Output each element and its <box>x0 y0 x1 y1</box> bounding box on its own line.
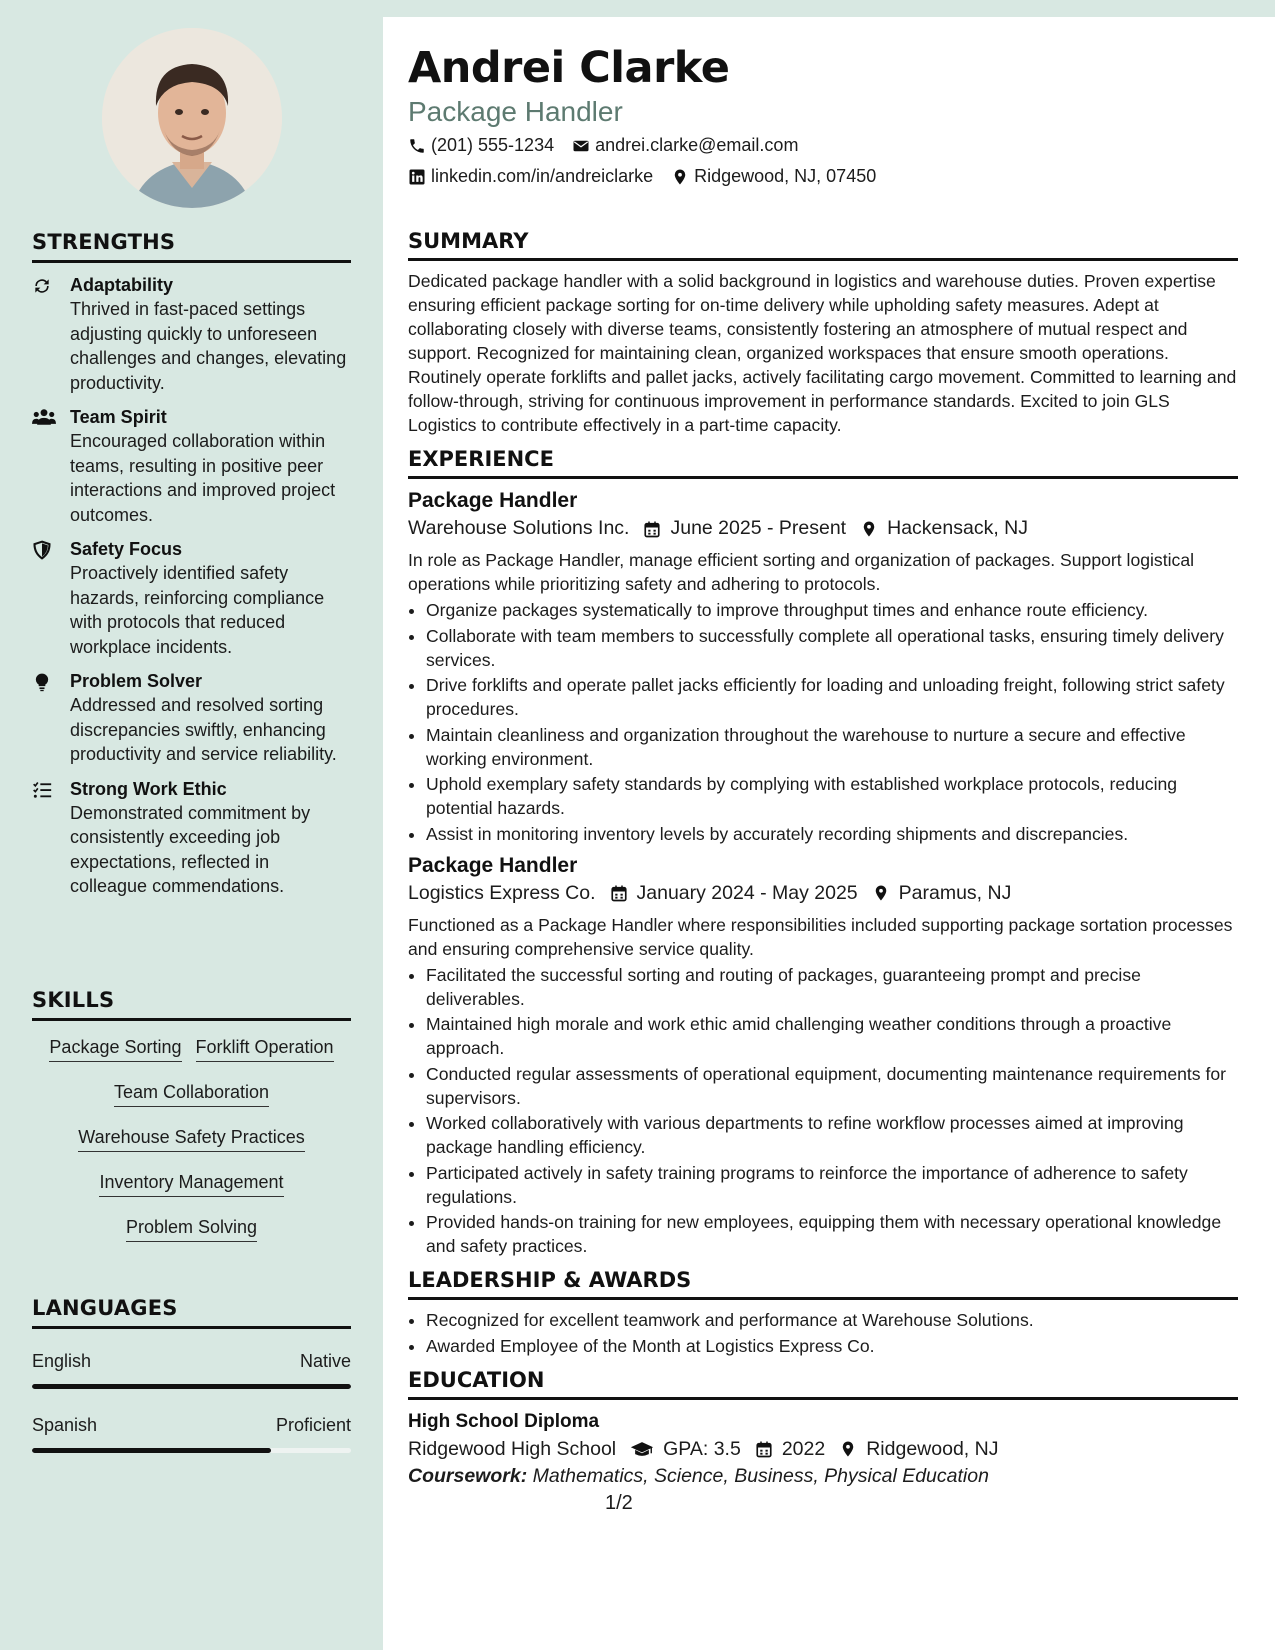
job-role: Package Handler <box>408 853 578 877</box>
shield-icon <box>32 540 54 560</box>
language-item <box>32 1351 351 1389</box>
strength-item <box>32 405 351 527</box>
email-contact[interactable] <box>572 135 798 156</box>
list-item: • Conducted regular assessments of operational equipment, documenting maintenance requirements for supervisors. <box>426 1062 1238 1110</box>
education-heading: EDUCATION <box>408 1368 1238 1400</box>
list-item: • Assist in monitoring inventory levels by accurately recording shipments and discrepancies. <box>426 822 1238 846</box>
strength-desc: Encouraged collaboration within teams, resulting in positive peer interactions and improved project outcomes. <box>70 431 336 525</box>
experience-heading: EXPERIENCE <box>408 447 1238 479</box>
graduation-cap-icon <box>630 1440 654 1458</box>
job-entry <box>408 852 1238 1259</box>
linkedin-text: linkedin.com/in/andreiclarke <box>431 166 654 186</box>
strength-title: Adaptability <box>70 275 174 295</box>
job-role: Package Handler <box>408 489 578 512</box>
company-text: Warehouse Solutions Inc. <box>408 517 630 539</box>
lightbulb-icon <box>32 672 54 692</box>
map-pin-icon <box>860 520 878 538</box>
leadership-section <box>408 1268 1238 1358</box>
main-column <box>383 17 1275 1650</box>
list-item: • Provided hands-on training for new employees, equipping them with necessary operational knowledge and safety practices. <box>426 1210 1238 1258</box>
strength-title: Team Spirit <box>70 407 167 427</box>
job-dates <box>610 882 858 905</box>
skill-tag: Forklift Operation <box>196 1037 334 1062</box>
linkedin-contact[interactable] <box>408 166 653 187</box>
refresh-icon <box>32 276 54 296</box>
skill-tag: Package Sorting <box>49 1037 181 1062</box>
summary-heading: SUMMARY <box>408 229 1238 261</box>
location-contact <box>671 166 876 187</box>
email-text: andrei.clarke@email.com <box>595 135 799 155</box>
strength-title: Strong Work Ethic <box>70 778 227 799</box>
language-bar-fill <box>32 1448 271 1453</box>
strength-item <box>32 669 351 767</box>
language-bar <box>32 1384 351 1389</box>
list-item: • Maintained high morale and work ethic amid challenging weather conditions through a proactive approach. <box>426 1012 1238 1060</box>
languages-section <box>32 1296 351 1453</box>
calendar-icon <box>643 520 661 538</box>
list-item: • Collaborate with team members to successfully complete all operational tasks, ensuring timely delivery services. <box>426 624 1238 672</box>
skills-list <box>32 1037 351 1262</box>
location-text: Ridgewood, NJ, 07450 <box>694 166 877 186</box>
skill-tag: Inventory Management <box>99 1172 283 1197</box>
skill-tag: Team Collaboration <box>114 1082 269 1107</box>
sidebar <box>0 0 383 1650</box>
experience-section <box>408 447 1238 1258</box>
main-content <box>408 229 1238 1488</box>
job-location <box>872 882 1012 905</box>
gpa <box>630 1438 741 1461</box>
strength-item <box>32 777 351 899</box>
location-text: Hackensack, NJ <box>887 517 1028 539</box>
skill-tag: Problem Solving <box>126 1217 257 1242</box>
school-location <box>839 1438 998 1461</box>
summary-text: Dedicated package handler with a solid background in logistics and warehouse duties. Proven expertise ensuring efficient package sorting for on-time delivery while upholding safety measures. Adept at collaborating closely with diverse teams, consistently fostering an atmosphere of mutual respect and support. Recognized for maintaining clean, organized workspaces that ensure smooth operations. Routinely operate forklifts and pallet jacks, actively facilitating cargo movement. Committed to learning and follow-through, striving for continuous improvement in performance standards. Excited to join GLS Logistics to contribute effectively in a part-time capacity. <box>408 271 1237 435</box>
strengths-section <box>32 230 351 899</box>
graduation-year <box>755 1438 825 1461</box>
candidate-title: Package Handler <box>408 96 623 127</box>
job-entry <box>408 487 1238 846</box>
checklist-icon <box>32 780 54 800</box>
list-item: • Maintain cleanliness and organization throughout the warehouse to nurture a secure and effective working environment. <box>426 723 1238 771</box>
phone-text: (201) 555-1234 <box>431 135 555 155</box>
job-dates <box>643 517 846 540</box>
skill-tag: Warehouse Safety Practices <box>78 1127 304 1152</box>
strength-title: Safety Focus <box>70 539 183 559</box>
strength-desc: Demonstrated commitment by consistently exceeding job expectations, reflected in colleague commendations. <box>70 802 311 896</box>
page-number: 1/2 <box>605 1492 633 1514</box>
gpa-text: GPA: 3.5 <box>663 1437 741 1460</box>
calendar-icon <box>610 884 628 902</box>
languages-heading: LANGUAGES <box>32 1296 351 1329</box>
year-text: 2022 <box>781 1437 826 1460</box>
map-pin-icon <box>839 1440 857 1458</box>
strength-desc: Thrived in fast-paced settings adjusting quickly to unforeseen challenges and changes, elevating productivity. <box>70 299 347 393</box>
company-text: Logistics Express Co. <box>408 881 596 904</box>
dates-text: January 2024 - May 2025 <box>636 881 858 904</box>
skills-section <box>32 988 351 1262</box>
job-company <box>408 517 629 540</box>
list-item: • Uphold exemplary safety standards by complying with established workplace protocols, reducing potential hazards. <box>426 772 1238 820</box>
skills-heading: SKILLS <box>32 988 351 1021</box>
leadership-heading: LEADERSHIP & AWARDS <box>408 1268 1238 1300</box>
job-intro: Functioned as a Package Handler where responsibilities included supporting package sortation processes and ensuring comprehensive service quality. <box>408 914 1233 959</box>
job-location <box>860 517 1028 540</box>
list-item: • Awarded Employee of the Month at Logistics Express Co. <box>426 1334 1238 1358</box>
language-item <box>32 1415 351 1453</box>
awards-list <box>408 1308 1238 1358</box>
candidate-name: Andrei Clarke <box>408 43 730 93</box>
summary-section <box>408 229 1238 437</box>
location-text: Ridgewood, NJ <box>866 1437 999 1460</box>
dates-text: June 2025 - Present <box>670 517 847 539</box>
profile-photo <box>102 28 282 208</box>
strength-desc: Proactively identified safety hazards, reinforcing compliance with protocols that reduced workplace incidents. <box>70 563 325 657</box>
degree: High School Diploma <box>408 1410 600 1432</box>
language-bar-fill <box>32 1384 351 1389</box>
strengths-heading: STRENGTHS <box>32 230 351 263</box>
avatar-illustration <box>102 28 282 208</box>
list-item: • Worked collaboratively with various departments to refine workflow processes aimed at improving package handling efficiency. <box>426 1111 1238 1159</box>
list-item: • Organize packages systematically to improve throughput times and enhance route efficiency. <box>426 598 1238 622</box>
list-item: • Drive forklifts and operate pallet jacks efficiently for loading and unloading freight, following strict safety procedures. <box>426 673 1238 721</box>
language-level: Native <box>299 1351 351 1371</box>
list-item: • Participated actively in safety training programs to reinforce the importance of adherence to safety regulations. <box>426 1161 1238 1209</box>
calendar-icon <box>755 1440 773 1458</box>
strength-title: Problem Solver <box>70 671 203 691</box>
education-section <box>408 1368 1238 1488</box>
coursework-text: Mathematics, Science, Business, Physical Education <box>532 1464 989 1487</box>
language-name: Spanish <box>32 1415 98 1435</box>
header <box>408 43 1238 187</box>
phone-icon <box>408 137 426 155</box>
list-item: • Facilitated the successful sorting and routing of packages, guaranteeing prompt and precise deliverables. <box>426 963 1238 1011</box>
envelope-icon <box>572 137 590 155</box>
language-name: English <box>32 1351 92 1371</box>
linkedin-icon <box>408 168 426 186</box>
phone-contact[interactable] <box>408 135 554 156</box>
map-pin-icon <box>872 884 890 902</box>
school-text: Ridgewood High School <box>408 1437 617 1460</box>
language-level: Proficient <box>275 1415 351 1435</box>
strength-item <box>32 273 351 395</box>
location-text: Paramus, NJ <box>898 881 1012 904</box>
job-intro: In role as Package Handler, manage efficient sorting and organization of packages. Support logistical operations while prioritizing safety and adhering to protocols. <box>408 550 1195 594</box>
map-pin-icon <box>671 168 689 186</box>
strength-item <box>32 537 351 659</box>
strength-desc: Addressed and resolved sorting discrepancies swiftly, enhancing productivity and service reliability. <box>70 695 337 764</box>
language-bar <box>32 1448 351 1453</box>
list-item: • Recognized for excellent teamwork and performance at Warehouse Solutions. <box>426 1308 1238 1332</box>
coursework <box>408 1465 1238 1488</box>
job-bullets <box>408 598 1238 846</box>
job-company <box>408 882 596 905</box>
coursework-label: Coursework: <box>408 1464 528 1487</box>
job-bullets <box>408 963 1238 1259</box>
users-icon <box>32 408 54 428</box>
school <box>408 1438 616 1461</box>
